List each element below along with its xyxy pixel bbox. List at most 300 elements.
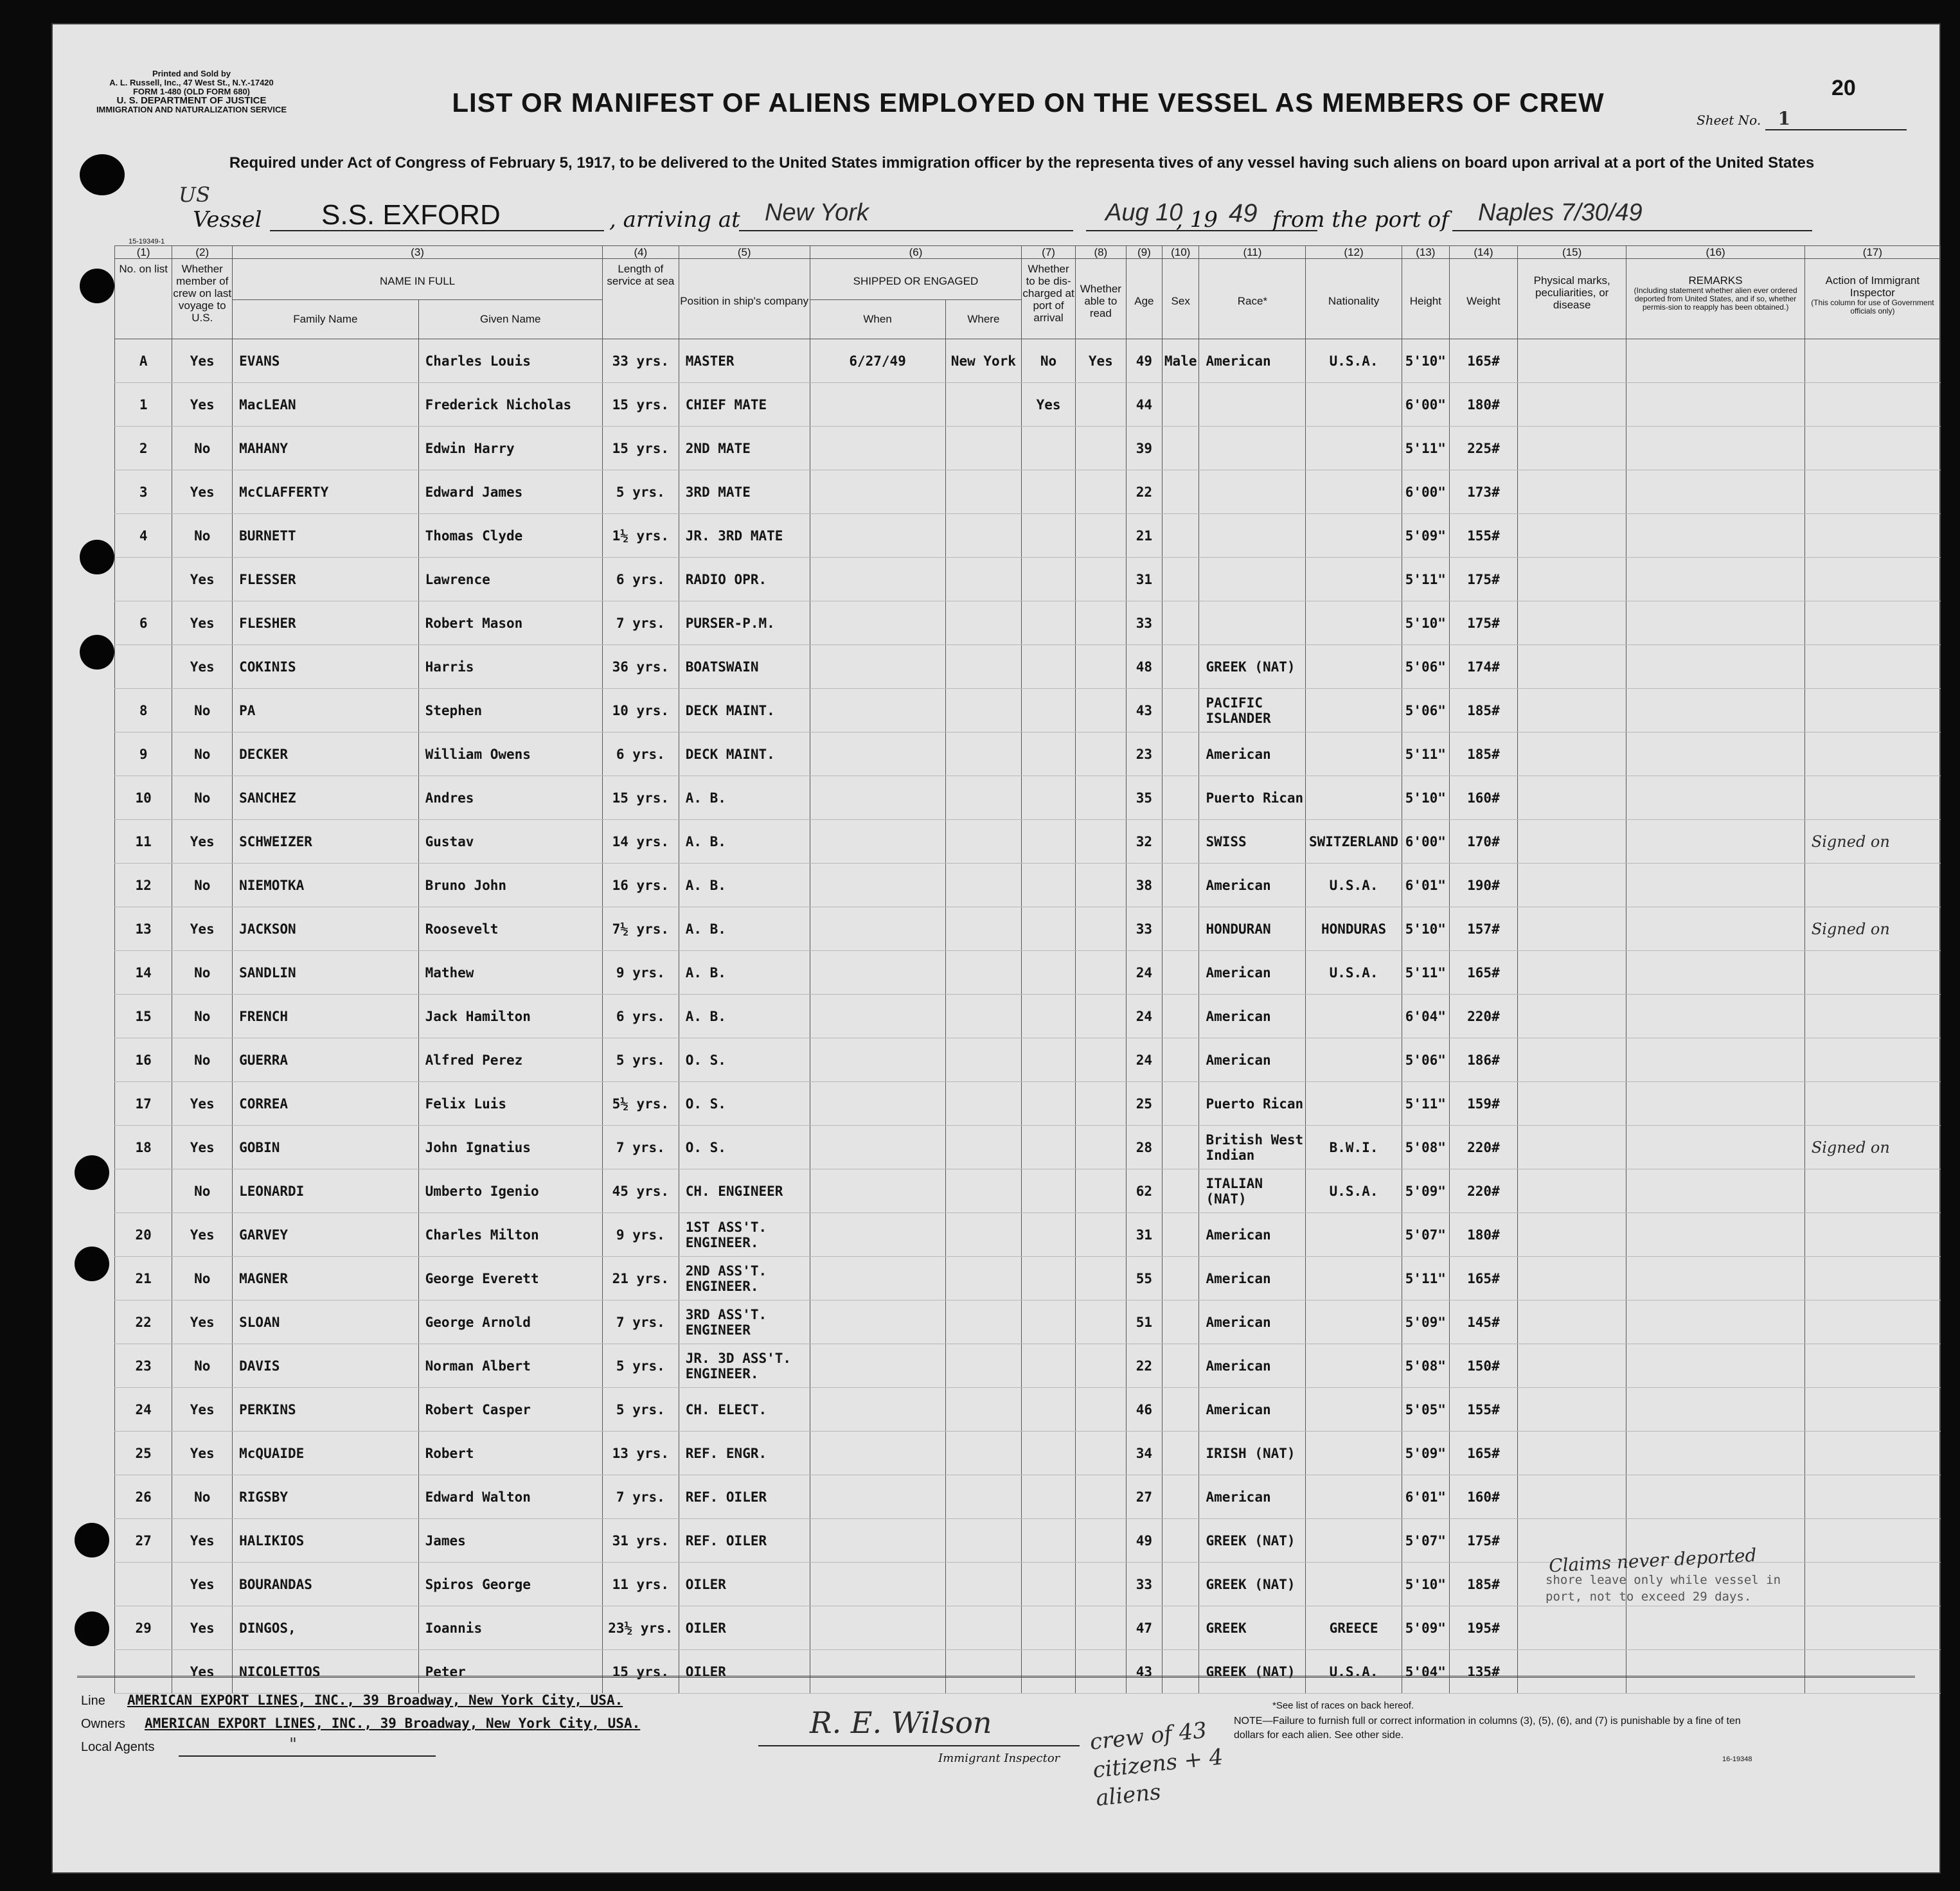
arriving-label: , arriving at (609, 207, 740, 233)
printer-line: A. L. Russell, Inc., 47 West St., N.Y.-17420 (109, 78, 274, 87)
race-cell: GREEK (NAT) (1199, 1563, 1306, 1606)
sex-cell (1162, 1475, 1199, 1519)
shipped-where-cell (945, 1344, 1022, 1388)
physical-marks-cell (1517, 514, 1626, 558)
race-cell: Puerto Rican (1199, 1082, 1306, 1126)
sea-service-cell: 1½ yrs. (602, 514, 679, 558)
physical-marks-cell (1517, 427, 1626, 470)
remarks-cell (1626, 1082, 1804, 1126)
discharged-cell (1022, 864, 1076, 907)
sex-cell (1162, 1301, 1199, 1344)
nationality-cell: U.S.A. (1306, 1650, 1402, 1694)
prev-voyage-cell: Yes (172, 339, 233, 383)
age-cell: 31 (1126, 558, 1162, 601)
crew-rows (115, 339, 1941, 1694)
table-row (115, 1213, 1941, 1257)
inspector-action-cell: Signed on (1804, 907, 1940, 951)
height-cell: 5'08" (1402, 1126, 1449, 1169)
prev-voyage-cell: No (172, 514, 233, 558)
physical-marks-cell (1517, 1257, 1626, 1301)
shipped-when-cell (810, 1432, 945, 1475)
sea-service-cell: 15 yrs. (602, 1650, 679, 1694)
able-to-read-cell (1075, 820, 1126, 864)
page-number: 20 (1831, 76, 1856, 100)
physical-marks-cell (1517, 558, 1626, 601)
weight-cell: 195# (1449, 1606, 1517, 1650)
discharged-cell (1022, 1606, 1076, 1650)
age-cell: 24 (1126, 951, 1162, 995)
sex-cell (1162, 1388, 1199, 1432)
age-cell: 34 (1126, 1432, 1162, 1475)
height-cell: 6'01" (1402, 864, 1449, 907)
inspector-action-cell (1804, 1650, 1940, 1694)
sea-service-cell: 15 yrs. (602, 427, 679, 470)
col-header-remarks (1626, 259, 1804, 339)
able-to-read-cell (1075, 1650, 1126, 1694)
inspector-action-cell (1804, 1082, 1940, 1126)
prev-voyage-cell: Yes (172, 1563, 233, 1606)
family-name-cell: SLOAN (233, 1301, 418, 1344)
remarks-cell (1626, 1301, 1804, 1344)
physical-marks-cell (1517, 601, 1626, 645)
shipped-where-cell (945, 645, 1022, 689)
vessel-row (193, 198, 1825, 234)
nationality-cell (1306, 732, 1402, 776)
age-cell: 43 (1126, 1650, 1162, 1694)
physical-marks-cell (1517, 1169, 1626, 1213)
prev-voyage-cell: Yes (172, 1432, 233, 1475)
race-cell (1199, 558, 1306, 601)
prev-voyage-cell: Yes (172, 1606, 233, 1650)
discharged-cell (1022, 995, 1076, 1038)
discharged-cell (1022, 1344, 1076, 1388)
remarks-cell (1626, 689, 1804, 732)
given-name-cell: Robert Mason (418, 601, 602, 645)
shipped-where-cell (945, 383, 1022, 427)
given-name-cell: George Everett (418, 1257, 602, 1301)
discharged-cell (1022, 1432, 1076, 1475)
col-header-action (1804, 259, 1940, 339)
table-row (115, 1432, 1941, 1475)
weight-cell: 185# (1449, 689, 1517, 732)
inspector-action-cell (1804, 339, 1940, 383)
remarks-cell (1626, 1475, 1804, 1519)
sea-service-cell: 7 yrs. (602, 1301, 679, 1344)
weight-cell: 165# (1449, 1257, 1517, 1301)
physical-marks-cell (1517, 1038, 1626, 1082)
shipped-when-cell (810, 383, 945, 427)
weight-cell: 155# (1449, 1388, 1517, 1432)
weight-cell: 220# (1449, 1126, 1517, 1169)
col-header-race: Race* (1199, 259, 1306, 339)
nationality-cell (1306, 1082, 1402, 1126)
footer-divider (77, 1676, 1915, 1678)
year-prefix: , 19 (1176, 207, 1218, 233)
agents-label: Local Agents (81, 1740, 155, 1754)
position-cell: 2ND MATE (679, 427, 810, 470)
shipped-when-cell (810, 1650, 945, 1694)
sex-cell (1162, 1344, 1199, 1388)
sex-cell (1162, 470, 1199, 514)
inspector-action-cell (1804, 1038, 1940, 1082)
height-cell: 5'10" (1402, 1563, 1449, 1606)
arriving-at: New York (765, 199, 869, 226)
discharged-cell (1022, 1126, 1076, 1169)
able-to-read-cell (1075, 1082, 1126, 1126)
shipped-where-cell (945, 951, 1022, 995)
remarks-cell (1626, 383, 1804, 427)
family-name-cell: BURNETT (233, 514, 418, 558)
row-number-cell: 10 (115, 776, 172, 820)
nationality-cell: U.S.A. (1306, 951, 1402, 995)
inspector-action-cell (1804, 864, 1940, 907)
sex-cell (1162, 1519, 1199, 1563)
height-cell: 5'09" (1402, 1301, 1449, 1344)
col-header-shipped: SHIPPED OR ENGAGED (810, 259, 1022, 300)
age-cell: 38 (1126, 864, 1162, 907)
col-header-age: Age (1126, 259, 1162, 339)
family-name-cell: FRENCH (233, 995, 418, 1038)
physical-marks-cell (1517, 645, 1626, 689)
age-cell: 55 (1126, 1257, 1162, 1301)
table-row (115, 1388, 1941, 1432)
family-name-cell: LEONARDI (233, 1169, 418, 1213)
crew-manifest-table (114, 245, 1941, 1694)
shipped-when-cell (810, 1213, 945, 1257)
row-number-cell: A (115, 339, 172, 383)
shipped-where-cell (945, 1563, 1022, 1606)
given-name-cell: Gustav (418, 820, 602, 864)
col-header-family: Family Name (233, 299, 418, 339)
able-to-read-cell (1075, 645, 1126, 689)
departure-port: Naples 7/30/49 (1478, 199, 1643, 226)
able-to-read-cell (1075, 995, 1126, 1038)
sea-service-cell: 10 yrs. (602, 689, 679, 732)
inspector-action-cell (1804, 1213, 1940, 1257)
from-label: from the port of (1272, 207, 1449, 233)
nationality-cell: B.W.I. (1306, 1126, 1402, 1169)
prev-voyage-cell: Yes (172, 1213, 233, 1257)
shipped-where-cell (945, 907, 1022, 951)
prev-voyage-cell: No (172, 951, 233, 995)
prev-voyage-cell: Yes (172, 383, 233, 427)
position-cell: A. B. (679, 951, 810, 995)
physical-marks-cell (1517, 1606, 1626, 1650)
col-num-7: (7) (1022, 246, 1076, 259)
prev-voyage-cell: Yes (172, 1650, 233, 1694)
race-cell: IRISH (NAT) (1199, 1432, 1306, 1475)
sheet-number (1697, 108, 1907, 130)
col-header-weight: Weight (1449, 259, 1517, 339)
able-to-read-cell (1075, 1257, 1126, 1301)
given-name-cell: Jack Hamilton (418, 995, 602, 1038)
discharged-cell (1022, 1082, 1076, 1126)
nationality-cell: U.S.A. (1306, 1169, 1402, 1213)
given-name-cell: William Owens (418, 732, 602, 776)
row-number-cell: 24 (115, 1388, 172, 1432)
height-cell: 5'10" (1402, 601, 1449, 645)
nationality-cell (1306, 1432, 1402, 1475)
discharged-cell (1022, 1301, 1076, 1344)
weight-cell: 165# (1449, 1432, 1517, 1475)
requirement-text: Required under Act of Congress of February 5, 1917, to be delivered to the United States immigration officer by the representa tives of any vessel having such aliens on board upon arrival at a port of the United States (229, 154, 1815, 172)
sex-cell (1162, 383, 1199, 427)
manifest-sheet (51, 23, 1941, 1874)
sex-cell (1162, 864, 1199, 907)
shipped-when-cell (810, 689, 945, 732)
given-name-cell: John Ignatius (418, 1126, 602, 1169)
remarks-cell (1626, 558, 1804, 601)
col-num-17: (17) (1804, 246, 1940, 259)
arrival-date: Aug 10 (1105, 199, 1183, 226)
given-name-cell: Stephen (418, 689, 602, 732)
weight-cell: 220# (1449, 1169, 1517, 1213)
col-header-no: No. on list (115, 259, 172, 339)
col-num-3: (3) (233, 246, 603, 259)
physical-marks-cell (1517, 995, 1626, 1038)
race-cell: American (1199, 1301, 1306, 1344)
owners-label: Owners (81, 1717, 125, 1731)
position-cell: 2ND ASS'T. ENGINEER. (679, 1257, 810, 1301)
position-cell: A. B. (679, 820, 810, 864)
prev-voyage-cell: Yes (172, 1388, 233, 1432)
vessel-name: S.S. EXFORD (321, 199, 501, 231)
discharged-cell (1022, 427, 1076, 470)
nationality-cell (1306, 514, 1402, 558)
sea-service-cell: 45 yrs. (602, 1169, 679, 1213)
discharged-cell (1022, 1038, 1076, 1082)
punch-hole-mark (80, 154, 125, 195)
able-to-read-cell: Yes (1075, 339, 1126, 383)
col-header-read: Whether able to read (1075, 259, 1126, 339)
row-number-cell (115, 1563, 172, 1606)
position-cell: A. B. (679, 907, 810, 951)
height-cell: 6'00" (1402, 820, 1449, 864)
prev-voyage-cell: Yes (172, 645, 233, 689)
inspector-label: Immigrant Inspector (938, 1752, 1060, 1765)
physical-marks-cell (1517, 776, 1626, 820)
table-row (115, 514, 1941, 558)
shipped-where-cell (945, 427, 1022, 470)
col-header-service: Length of service at sea (602, 259, 679, 339)
shipped-where-cell (945, 1650, 1022, 1694)
height-cell: 5'05" (1402, 1388, 1449, 1432)
position-cell: MASTER (679, 339, 810, 383)
physical-marks-cell (1517, 951, 1626, 995)
remarks-cell (1626, 514, 1804, 558)
given-name-cell: Norman Albert (418, 1344, 602, 1388)
discharged-cell (1022, 951, 1076, 995)
inspector-action-cell (1804, 601, 1940, 645)
sex-cell (1162, 1038, 1199, 1082)
shipped-where-cell (945, 1519, 1022, 1563)
sea-service-cell: 6 yrs. (602, 995, 679, 1038)
age-cell: 22 (1126, 1344, 1162, 1388)
col-num-4: (4) (602, 246, 679, 259)
row-number-cell: 18 (115, 1126, 172, 1169)
given-name-cell: Roosevelt (418, 907, 602, 951)
discharged-cell (1022, 732, 1076, 776)
race-cell: American (1199, 1388, 1306, 1432)
sex-cell (1162, 820, 1199, 864)
printer-line: IMMIGRATION AND NATURALIZATION SERVICE (96, 105, 287, 114)
position-cell: JR. 3D ASS'T. ENGINEER. (679, 1344, 810, 1388)
col-num-9: (9) (1126, 246, 1162, 259)
able-to-read-cell (1075, 1169, 1126, 1213)
sex-cell (1162, 1432, 1199, 1475)
shipped-when-cell (810, 558, 945, 601)
agents-line (179, 1755, 436, 1757)
nationality-cell (1306, 1519, 1402, 1563)
height-cell: 5'11" (1402, 732, 1449, 776)
shipped-when-cell (810, 1082, 945, 1126)
punch-hole-mark (80, 269, 114, 303)
shipped-when-cell (810, 907, 945, 951)
given-name-cell: Andres (418, 776, 602, 820)
race-cell: American (1199, 1213, 1306, 1257)
race-cell: SWISS (1199, 820, 1306, 864)
race-cell: American (1199, 1257, 1306, 1301)
sea-service-cell: 5 yrs. (602, 1038, 679, 1082)
discharged-cell (1022, 514, 1076, 558)
weight-cell: 145# (1449, 1301, 1517, 1344)
shipped-when-cell (810, 1519, 945, 1563)
nationality-cell (1306, 1038, 1402, 1082)
nationality-cell: U.S.A. (1306, 339, 1402, 383)
col-num-8: (8) (1075, 246, 1126, 259)
shipped-when-cell (810, 1038, 945, 1082)
fine-note: NOTE—Failure to furnish full or correct information in columns (3), (5), (6), and (7) is punishable by a fine of ten dollars for each alien. See other side. (1234, 1716, 1741, 1741)
discharged-cell (1022, 1169, 1076, 1213)
prev-voyage-cell: No (172, 1344, 233, 1388)
physical-marks-cell (1517, 1475, 1626, 1519)
able-to-read-cell (1075, 689, 1126, 732)
height-cell: 5'10" (1402, 339, 1449, 383)
row-number-cell: 22 (115, 1301, 172, 1344)
sea-service-cell: 16 yrs. (602, 864, 679, 907)
table-row (115, 1082, 1941, 1126)
age-cell: 33 (1126, 1563, 1162, 1606)
given-name-cell: Ioannis (418, 1606, 602, 1650)
col-header-nationality: Nationality (1306, 259, 1402, 339)
family-name-cell: NICOLETTOS (233, 1650, 418, 1694)
race-cell (1199, 470, 1306, 514)
remarks-cell (1626, 601, 1804, 645)
col-num-14: (14) (1449, 246, 1517, 259)
able-to-read-cell (1075, 951, 1126, 995)
position-cell: A. B. (679, 864, 810, 907)
discharged-cell (1022, 1475, 1076, 1519)
race-cell: ITALIAN (NAT) (1199, 1169, 1306, 1213)
family-name-cell: McQUAIDE (233, 1432, 418, 1475)
prev-voyage-cell: No (172, 689, 233, 732)
height-cell: 5'06" (1402, 689, 1449, 732)
race-cell: American (1199, 864, 1306, 907)
nationality-cell: U.S.A. (1306, 864, 1402, 907)
weight-cell: 180# (1449, 383, 1517, 427)
given-name-cell: Edward Walton (418, 1475, 602, 1519)
position-cell: DECK MAINT. (679, 689, 810, 732)
table-row (115, 470, 1941, 514)
sex-cell (1162, 1082, 1199, 1126)
shipped-where-cell (945, 1432, 1022, 1475)
nationality-cell (1306, 601, 1402, 645)
weight-cell: 173# (1449, 470, 1517, 514)
table-row (115, 951, 1941, 995)
age-cell: 46 (1126, 1388, 1162, 1432)
shipped-where-cell (945, 601, 1022, 645)
physical-marks-cell (1517, 820, 1626, 864)
table-row (115, 1344, 1941, 1388)
col-num-16: (16) (1626, 246, 1804, 259)
age-cell: 25 (1126, 1082, 1162, 1126)
remarks-cell (1626, 1213, 1804, 1257)
remarks-cell (1626, 1126, 1804, 1169)
sea-service-cell: 15 yrs. (602, 776, 679, 820)
row-number-cell: 11 (115, 820, 172, 864)
printer-line: FORM 1-480 (OLD FORM 680) (132, 87, 251, 96)
age-cell: 28 (1126, 1126, 1162, 1169)
family-name-cell: MAGNER (233, 1257, 418, 1301)
col-num-12: (12) (1306, 246, 1402, 259)
sea-service-cell: 7 yrs. (602, 1126, 679, 1169)
position-cell: A. B. (679, 776, 810, 820)
position-cell: RADIO OPR. (679, 558, 810, 601)
height-cell: 6'01" (1402, 1475, 1449, 1519)
position-cell: 3RD MATE (679, 470, 810, 514)
inspector-action-cell (1804, 1388, 1940, 1432)
inspector-action-cell (1804, 383, 1940, 427)
physical-marks-cell (1517, 689, 1626, 732)
table-row (115, 1606, 1941, 1650)
position-cell: OILER (679, 1606, 810, 1650)
sea-service-cell: 5½ yrs. (602, 1082, 679, 1126)
nationality-cell: GREECE (1306, 1606, 1402, 1650)
shipped-where-cell (945, 995, 1022, 1038)
race-cell (1199, 514, 1306, 558)
height-cell: 5'09" (1402, 1606, 1449, 1650)
sex-cell (1162, 427, 1199, 470)
sex-cell (1162, 1126, 1199, 1169)
col-header-when: When (810, 299, 945, 339)
nationality-cell (1306, 427, 1402, 470)
family-name-cell: PA (233, 689, 418, 732)
prev-voyage-cell: No (172, 1475, 233, 1519)
nationality-cell (1306, 689, 1402, 732)
sea-service-cell: 14 yrs. (602, 820, 679, 864)
nationality-cell (1306, 1301, 1402, 1344)
row-number-cell: 4 (115, 514, 172, 558)
weight-cell: 165# (1449, 951, 1517, 995)
shipped-when-cell (810, 951, 945, 995)
given-name-cell: Harris (418, 645, 602, 689)
shipped-where-cell (945, 1126, 1022, 1169)
table-row (115, 864, 1941, 907)
col-header-position: Position in ship's company (679, 259, 810, 339)
sex-cell (1162, 689, 1199, 732)
col-num-2: (2) (172, 246, 233, 259)
race-cell: GREEK (NAT) (1199, 1519, 1306, 1563)
shipped-where-cell (945, 1301, 1022, 1344)
weight-cell: 225# (1449, 427, 1517, 470)
discharged-cell (1022, 1213, 1076, 1257)
discharged-cell (1022, 645, 1076, 689)
col-header-sex: Sex (1162, 259, 1199, 339)
prev-voyage-cell: Yes (172, 558, 233, 601)
row-number-cell: 21 (115, 1257, 172, 1301)
nationality-cell (1306, 1475, 1402, 1519)
given-name-cell: Bruno John (418, 864, 602, 907)
